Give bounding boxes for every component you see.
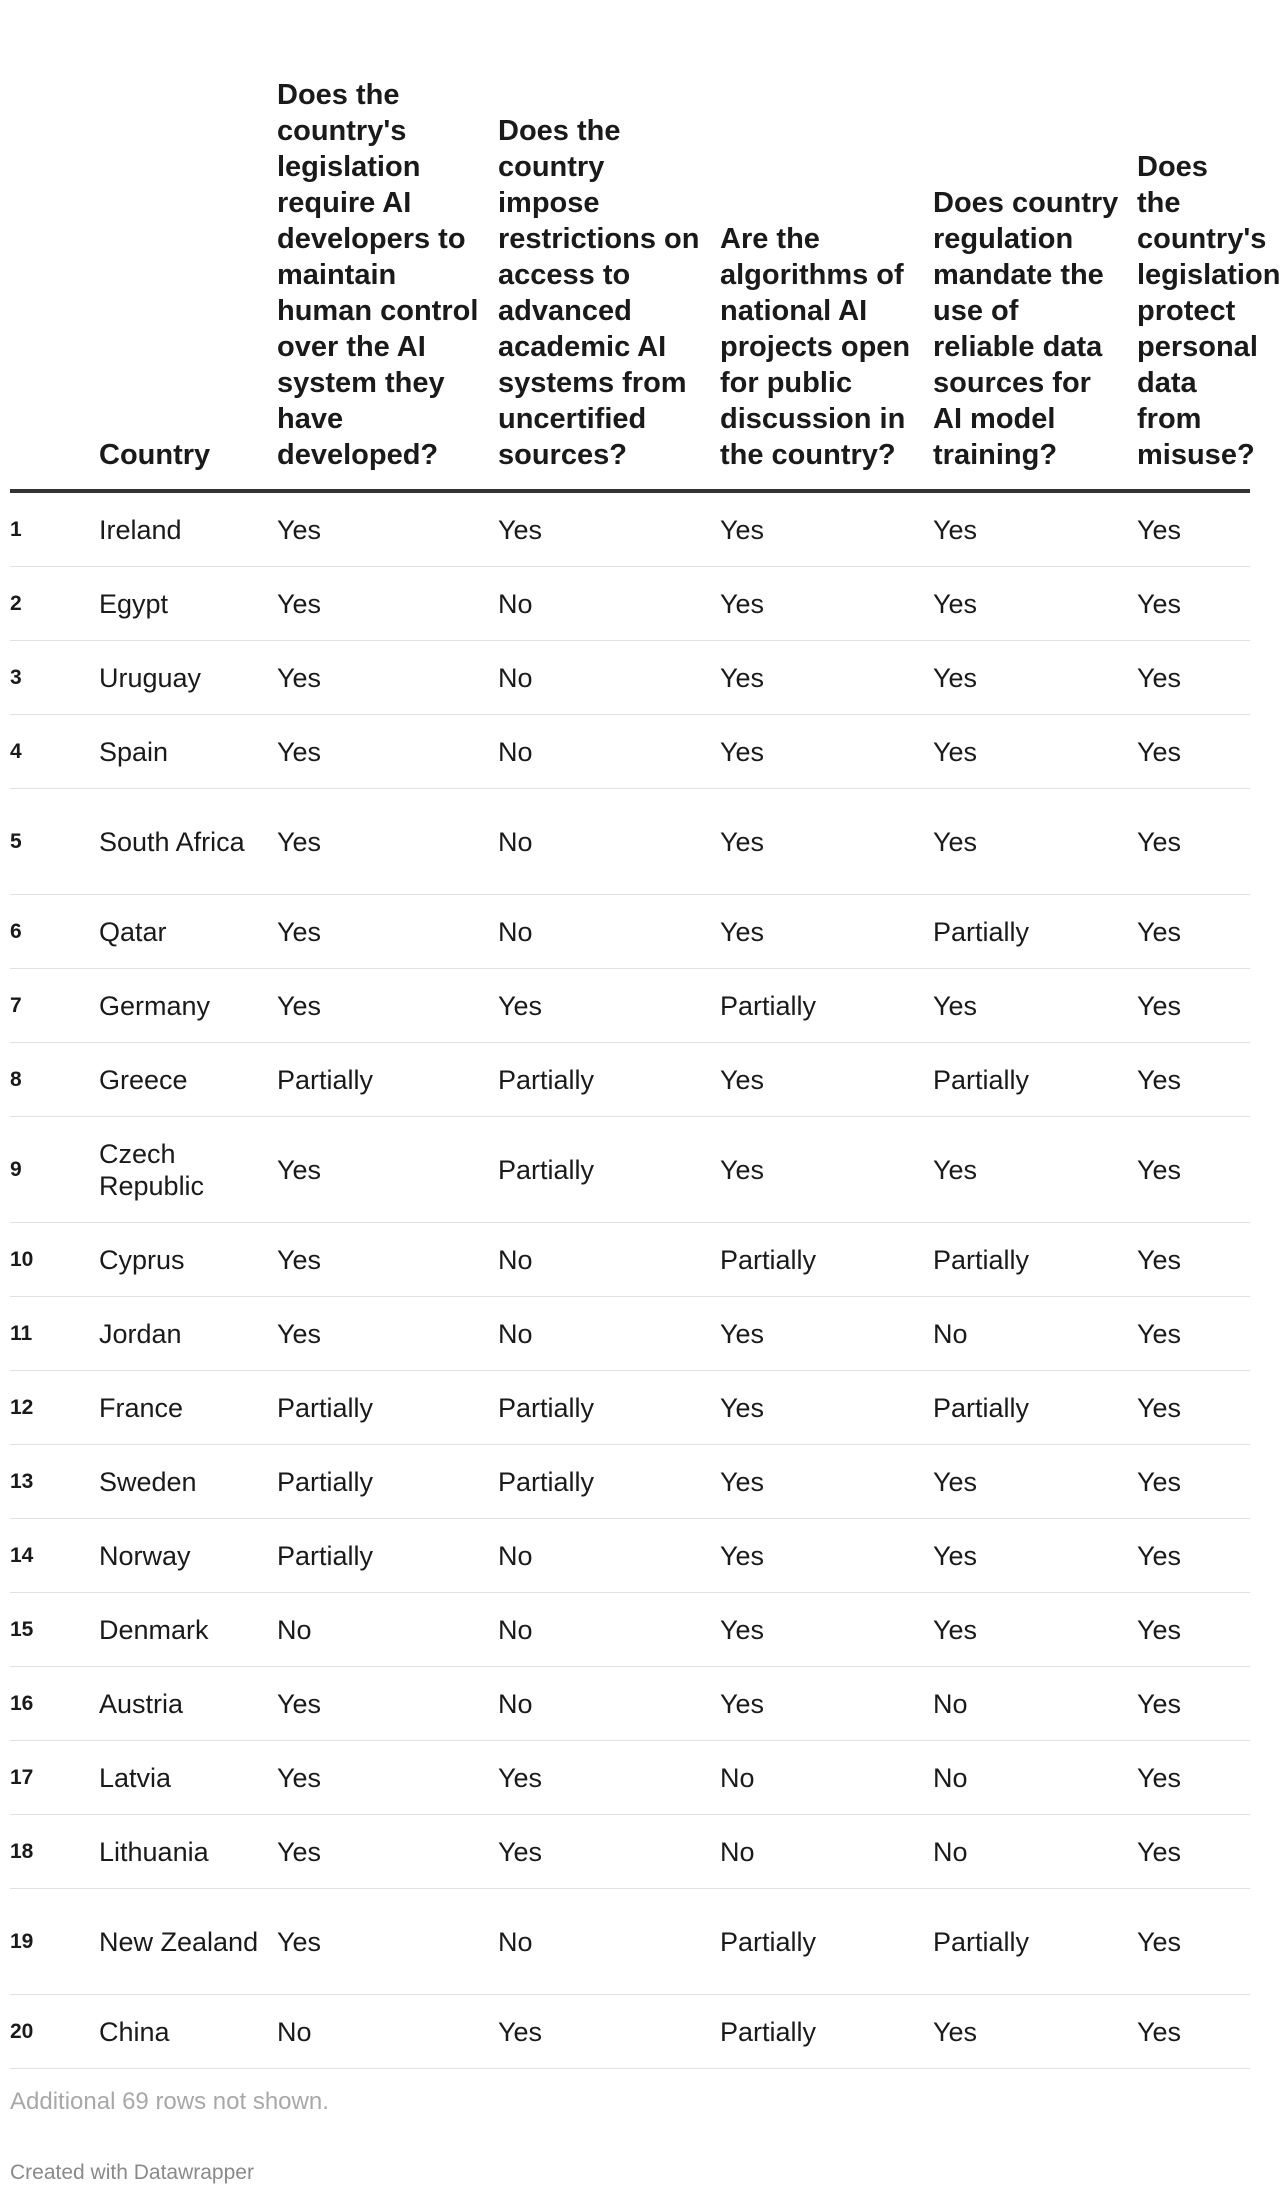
cell-access-restrictions: Yes — [498, 1995, 720, 2069]
table-row — [10, 1995, 1250, 2069]
cell-human-control: Partially — [277, 1445, 498, 1519]
table-row — [10, 715, 1250, 789]
cell-human-control: Partially — [277, 1519, 498, 1593]
header-open-algorithms[interactable]: Are the algorithms of national AI projects open for public discussion in the country? — [720, 0, 933, 491]
cell-reliable-data: Yes — [933, 715, 1137, 789]
cell-country: Denmark — [99, 1593, 277, 1667]
cell-country: Germany — [99, 969, 277, 1043]
cell-access-restrictions: No — [498, 1667, 720, 1741]
cell-rank: 13 — [10, 1445, 99, 1519]
cell-open-algorithms: Yes — [720, 1519, 933, 1593]
cell-access-restrictions: No — [498, 1223, 720, 1297]
cell-rank: 3 — [10, 641, 99, 715]
cell-rank: 5 — [10, 789, 99, 895]
cell-reliable-data: Yes — [933, 491, 1137, 567]
cell-access-restrictions: Yes — [498, 1815, 720, 1889]
cell-country: Czech Republic — [99, 1117, 277, 1223]
cell-personal-data: Yes — [1137, 1043, 1250, 1117]
table-row — [10, 1815, 1250, 1889]
cell-open-algorithms: No — [720, 1815, 933, 1889]
cell-open-algorithms: Partially — [720, 1223, 933, 1297]
cell-rank: 1 — [10, 491, 99, 567]
header-human-control[interactable]: Does the country's legislation require AI developers to maintain human control over the AI system they have developed? — [277, 0, 498, 491]
cell-reliable-data: No — [933, 1741, 1137, 1815]
table-row — [10, 491, 1250, 567]
cell-rank: 18 — [10, 1815, 99, 1889]
cell-personal-data: Yes — [1137, 1445, 1250, 1519]
table-row — [10, 567, 1250, 641]
cell-reliable-data: Yes — [933, 1995, 1137, 2069]
cell-reliable-data: Yes — [933, 1593, 1137, 1667]
cell-country: France — [99, 1371, 277, 1445]
cell-human-control: Yes — [277, 969, 498, 1043]
cell-reliable-data: Partially — [933, 1889, 1137, 1995]
cell-open-algorithms: Yes — [720, 789, 933, 895]
cell-rank: 4 — [10, 715, 99, 789]
cell-human-control: Yes — [277, 715, 498, 789]
cell-rank: 7 — [10, 969, 99, 1043]
cell-personal-data: Yes — [1137, 641, 1250, 715]
cell-personal-data: Yes — [1137, 491, 1250, 567]
cell-human-control: Yes — [277, 895, 498, 969]
cell-personal-data: Yes — [1137, 1741, 1250, 1815]
cell-reliable-data: Partially — [933, 1043, 1137, 1117]
cell-personal-data: Yes — [1137, 1117, 1250, 1223]
cell-rank: 12 — [10, 1371, 99, 1445]
cell-rank: 8 — [10, 1043, 99, 1117]
header-rank[interactable] — [10, 0, 99, 491]
table-row — [10, 641, 1250, 715]
cell-reliable-data: Partially — [933, 1371, 1137, 1445]
cell-open-algorithms: Yes — [720, 895, 933, 969]
cell-rank: 9 — [10, 1117, 99, 1223]
cell-access-restrictions: Yes — [498, 969, 720, 1043]
rows-not-shown-note: Additional 69 rows not shown. — [10, 2088, 329, 2115]
cell-human-control: Yes — [277, 567, 498, 641]
cell-access-restrictions: No — [498, 1593, 720, 1667]
cell-open-algorithms: Yes — [720, 1297, 933, 1371]
cell-access-restrictions: Partially — [498, 1043, 720, 1117]
cell-reliable-data: Yes — [933, 1445, 1137, 1519]
cell-access-restrictions: No — [498, 715, 720, 789]
cell-personal-data: Yes — [1137, 1371, 1250, 1445]
cell-human-control: Yes — [277, 1223, 498, 1297]
cell-rank: 6 — [10, 895, 99, 969]
cell-personal-data: Yes — [1137, 1519, 1250, 1593]
cell-reliable-data: No — [933, 1815, 1137, 1889]
cell-country: Cyprus — [99, 1223, 277, 1297]
cell-reliable-data: Yes — [933, 567, 1137, 641]
cell-human-control: Yes — [277, 1667, 498, 1741]
cell-access-restrictions: No — [498, 1297, 720, 1371]
cell-access-restrictions: Yes — [498, 491, 720, 567]
cell-reliable-data: Yes — [933, 641, 1137, 715]
table-row — [10, 1297, 1250, 1371]
cell-reliable-data: No — [933, 1297, 1137, 1371]
data-table-container — [10, 0, 1280, 2080]
cell-reliable-data: No — [933, 1667, 1137, 1741]
cell-personal-data: Yes — [1137, 1889, 1250, 1995]
table-row — [10, 1117, 1250, 1223]
cell-personal-data: Yes — [1137, 1593, 1250, 1667]
table-row — [10, 1223, 1250, 1297]
cell-country: Latvia — [99, 1741, 277, 1815]
cell-country: Lithuania — [99, 1815, 277, 1889]
cell-open-algorithms: Yes — [720, 715, 933, 789]
cell-rank: 19 — [10, 1889, 99, 1995]
cell-rank: 16 — [10, 1667, 99, 1741]
header-country[interactable]: Country — [99, 0, 277, 491]
cell-access-restrictions: No — [498, 789, 720, 895]
cell-reliable-data: Partially — [933, 1223, 1137, 1297]
cell-rank: 14 — [10, 1519, 99, 1593]
cell-open-algorithms: Partially — [720, 1889, 933, 1995]
cell-open-algorithms: Partially — [720, 969, 933, 1043]
cell-human-control: Yes — [277, 641, 498, 715]
table-row — [10, 1445, 1250, 1519]
cell-personal-data: Yes — [1137, 567, 1250, 641]
cell-access-restrictions: Yes — [498, 1741, 720, 1815]
cell-human-control: No — [277, 1995, 498, 2069]
cell-open-algorithms: Partially — [720, 1995, 933, 2069]
header-access-restrictions[interactable]: Does the country impose restrictions on access to advanced academic AI systems from uncertified sources? — [498, 0, 720, 491]
cell-human-control: Yes — [277, 1889, 498, 1995]
table-row — [10, 969, 1250, 1043]
cell-human-control: Yes — [277, 1741, 498, 1815]
cell-human-control: Partially — [277, 1371, 498, 1445]
cell-access-restrictions: No — [498, 567, 720, 641]
cell-country: Austria — [99, 1667, 277, 1741]
table-row — [10, 1371, 1250, 1445]
cell-reliable-data: Yes — [933, 969, 1137, 1043]
cell-country: Egypt — [99, 567, 277, 641]
cell-personal-data: Yes — [1137, 1815, 1250, 1889]
cell-access-restrictions: Partially — [498, 1117, 720, 1223]
cell-reliable-data: Yes — [933, 1117, 1137, 1223]
cell-rank: 2 — [10, 567, 99, 641]
cell-country: Uruguay — [99, 641, 277, 715]
cell-open-algorithms: Yes — [720, 1117, 933, 1223]
cell-rank: 11 — [10, 1297, 99, 1371]
datawrapper-credit: Created with Datawrapper — [10, 2161, 254, 2184]
header-reliable-data[interactable]: Does country regulation mandate the use of reliable data sources for AI model training? — [933, 0, 1137, 491]
cell-open-algorithms: Yes — [720, 1593, 933, 1667]
cell-personal-data: Yes — [1137, 1223, 1250, 1297]
header-personal-data[interactable]: Does the country's legislation protect personal data from misuse? — [1137, 0, 1250, 491]
cell-country: Spain — [99, 715, 277, 789]
cell-open-algorithms: Yes — [720, 1667, 933, 1741]
table-row — [10, 1667, 1250, 1741]
cell-personal-data: Yes — [1137, 1667, 1250, 1741]
table-row — [10, 1741, 1250, 1815]
cell-human-control: No — [277, 1593, 498, 1667]
cell-reliable-data: Yes — [933, 789, 1137, 895]
cell-open-algorithms: Yes — [720, 491, 933, 567]
cell-access-restrictions: No — [498, 1519, 720, 1593]
cell-access-restrictions: No — [498, 1889, 720, 1995]
cell-personal-data: Yes — [1137, 1995, 1250, 2069]
cell-open-algorithms: Yes — [720, 1445, 933, 1519]
table-row — [10, 789, 1250, 895]
cell-access-restrictions: No — [498, 641, 720, 715]
cell-country: Jordan — [99, 1297, 277, 1371]
cell-country: South Africa — [99, 789, 277, 895]
cell-personal-data: Yes — [1137, 715, 1250, 789]
cell-rank: 17 — [10, 1741, 99, 1815]
cell-rank: 20 — [10, 1995, 99, 2069]
table-row — [10, 1593, 1250, 1667]
cell-country: Qatar — [99, 895, 277, 969]
table-row — [10, 1889, 1250, 1995]
cell-personal-data: Yes — [1137, 969, 1250, 1043]
cell-country: Ireland — [99, 491, 277, 567]
cell-personal-data: Yes — [1137, 895, 1250, 969]
cell-human-control: Partially — [277, 1043, 498, 1117]
cell-personal-data: Yes — [1137, 789, 1250, 895]
cell-rank: 10 — [10, 1223, 99, 1297]
cell-reliable-data: Yes — [933, 1519, 1137, 1593]
cell-access-restrictions: Partially — [498, 1371, 720, 1445]
cell-human-control: Yes — [277, 1117, 498, 1223]
cell-country: New Zealand — [99, 1889, 277, 1995]
cell-country: Norway — [99, 1519, 277, 1593]
cell-human-control: Yes — [277, 789, 498, 895]
cell-open-algorithms: Yes — [720, 1371, 933, 1445]
table-row — [10, 895, 1250, 969]
cell-human-control: Yes — [277, 491, 498, 567]
cell-access-restrictions: No — [498, 895, 720, 969]
cell-open-algorithms: Yes — [720, 641, 933, 715]
table-row — [10, 1043, 1250, 1117]
cell-access-restrictions: Partially — [498, 1445, 720, 1519]
cell-country: China — [99, 1995, 277, 2069]
cell-human-control: Yes — [277, 1297, 498, 1371]
cell-human-control: Yes — [277, 1815, 498, 1889]
table-row — [10, 1519, 1250, 1593]
cell-open-algorithms: Yes — [720, 567, 933, 641]
cell-reliable-data: Partially — [933, 895, 1137, 969]
cell-rank: 15 — [10, 1593, 99, 1667]
cell-personal-data: Yes — [1137, 1297, 1250, 1371]
cell-country: Sweden — [99, 1445, 277, 1519]
cell-open-algorithms: Yes — [720, 1043, 933, 1117]
table-header-row — [10, 0, 1250, 491]
data-table — [10, 0, 1280, 2069]
cell-country: Greece — [99, 1043, 277, 1117]
cell-open-algorithms: No — [720, 1741, 933, 1815]
